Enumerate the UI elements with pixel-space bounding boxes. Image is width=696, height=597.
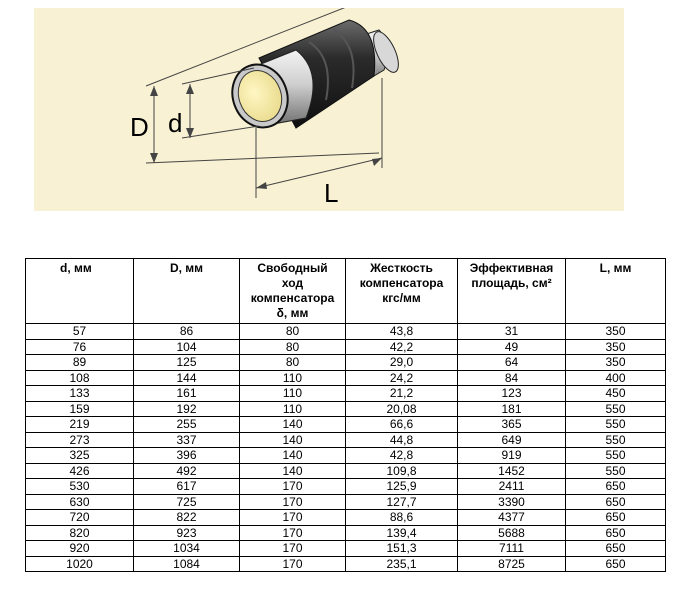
column-header-line: Свободный [257, 261, 328, 275]
table-row [26, 494, 666, 510]
table-cell: 337 [134, 432, 240, 448]
column-header-line: ход [281, 276, 304, 290]
table-cell: 1034 [134, 541, 240, 557]
table-cell: 42,8 [346, 448, 458, 464]
column-header-line: компенсатора [250, 291, 335, 305]
table-cell: 235,1 [346, 556, 458, 572]
table-cell: 919 [458, 448, 566, 464]
table-cell: 350 [566, 339, 666, 355]
table-cell: 133 [26, 386, 134, 402]
table-row [26, 541, 666, 557]
table-row [26, 448, 666, 464]
column-header [346, 259, 458, 324]
table-cell: 108 [26, 370, 134, 386]
table-cell: 426 [26, 463, 134, 479]
spec-table-body [26, 324, 666, 572]
table-cell: 1020 [26, 556, 134, 572]
table-cell: 923 [134, 525, 240, 541]
table-cell: 44,8 [346, 432, 458, 448]
table-cell: 181 [458, 401, 566, 417]
table-cell: 170 [240, 510, 346, 526]
table-cell: 80 [240, 339, 346, 355]
table-cell: 4377 [458, 510, 566, 526]
table-row [26, 339, 666, 355]
table-cell: 255 [134, 417, 240, 433]
table-cell: 151,3 [346, 541, 458, 557]
table-cell: 80 [240, 355, 346, 371]
diameter-inner-label: d [168, 108, 183, 138]
table-row [26, 355, 666, 371]
table-cell: 650 [566, 541, 666, 557]
table-cell: 21,2 [346, 386, 458, 402]
column-header-line: D, мм [169, 261, 204, 275]
column-header-line: кгс/мм [382, 291, 421, 305]
table-cell: 550 [566, 463, 666, 479]
table-cell: 43,8 [346, 324, 458, 340]
table-cell: 2411 [458, 479, 566, 495]
table-cell: 396 [134, 448, 240, 464]
table-row [26, 401, 666, 417]
table-cell: 530 [26, 479, 134, 495]
table-cell: 617 [134, 479, 240, 495]
table-cell: 170 [240, 479, 346, 495]
table-cell: 24,2 [346, 370, 458, 386]
table-cell: 365 [458, 417, 566, 433]
table-row [26, 370, 666, 386]
table-cell: 820 [26, 525, 134, 541]
table-cell: 450 [566, 386, 666, 402]
table-row [26, 479, 666, 495]
table-cell: 140 [240, 448, 346, 464]
table-cell: 650 [566, 556, 666, 572]
column-header-line: площадь, см² [471, 276, 552, 290]
table-cell: 64 [458, 355, 566, 371]
table-cell: 161 [134, 386, 240, 402]
table-cell: 725 [134, 494, 240, 510]
column-header [458, 259, 566, 324]
table-cell: 170 [240, 525, 346, 541]
table-cell: 31 [458, 324, 566, 340]
table-cell: 88,6 [346, 510, 458, 526]
table-row [26, 510, 666, 526]
column-header [134, 259, 240, 324]
table-cell: 110 [240, 401, 346, 417]
table-cell: 170 [240, 541, 346, 557]
table-cell: 630 [26, 494, 134, 510]
table-cell: 650 [566, 494, 666, 510]
table-cell: 80 [240, 324, 346, 340]
table-cell: 720 [26, 510, 134, 526]
table-cell: 127,7 [346, 494, 458, 510]
table-cell: 7111 [458, 541, 566, 557]
table-row [26, 386, 666, 402]
table-cell: 76 [26, 339, 134, 355]
table-cell: 219 [26, 417, 134, 433]
table-cell: 140 [240, 463, 346, 479]
table-cell: 550 [566, 417, 666, 433]
column-header-line: Жесткость [370, 261, 433, 275]
table-cell: 49 [458, 339, 566, 355]
table-cell: 1084 [134, 556, 240, 572]
table-cell: 192 [134, 401, 240, 417]
table-cell: 550 [566, 432, 666, 448]
table-row [26, 432, 666, 448]
table-row [26, 556, 666, 572]
table-cell: 86 [134, 324, 240, 340]
table-cell: 140 [240, 417, 346, 433]
table-cell: 89 [26, 355, 134, 371]
table-cell: 144 [134, 370, 240, 386]
compensator-diagram [34, 8, 624, 211]
spec-table-header [26, 259, 666, 324]
table-cell: 8725 [458, 556, 566, 572]
table-cell: 920 [26, 541, 134, 557]
length-label: L [324, 178, 339, 208]
table-cell: 139,4 [346, 525, 458, 541]
table-cell: 350 [566, 355, 666, 371]
table-cell: 650 [566, 479, 666, 495]
table-cell: 20,08 [346, 401, 458, 417]
table-cell: 125 [134, 355, 240, 371]
column-header-line: Эффективная [469, 261, 554, 275]
table-cell: 104 [134, 339, 240, 355]
table-row [26, 463, 666, 479]
column-header [240, 259, 346, 324]
table-cell: 822 [134, 510, 240, 526]
table-cell: 170 [240, 494, 346, 510]
table-cell: 110 [240, 370, 346, 386]
table-cell: 3390 [458, 494, 566, 510]
column-header-line: L, мм [599, 261, 632, 275]
column-header [566, 259, 666, 324]
table-cell: 140 [240, 432, 346, 448]
table-cell: 109,8 [346, 463, 458, 479]
table-cell: 649 [458, 432, 566, 448]
table-row [26, 525, 666, 541]
table-cell: 492 [134, 463, 240, 479]
column-header-line: компенсатора [359, 276, 444, 290]
column-header-line: δ, мм [276, 306, 309, 320]
column-header [26, 259, 134, 324]
column-header-line: d, мм [60, 261, 92, 275]
diameter-outer-label: D [130, 112, 149, 142]
table-cell: 650 [566, 525, 666, 541]
spec-table [25, 258, 666, 572]
table-cell: 42,2 [346, 339, 458, 355]
table-cell: 325 [26, 448, 134, 464]
table-cell: 1452 [458, 463, 566, 479]
table-cell: 66,6 [346, 417, 458, 433]
table-cell: 5688 [458, 525, 566, 541]
table-cell: 170 [240, 556, 346, 572]
table-cell: 123 [458, 386, 566, 402]
table-cell: 29,0 [346, 355, 458, 371]
table-cell: 110 [240, 386, 346, 402]
table-cell: 273 [26, 432, 134, 448]
table-cell: 84 [458, 370, 566, 386]
table-row [26, 324, 666, 340]
table-cell: 159 [26, 401, 134, 417]
table-row [26, 417, 666, 433]
table-cell: 550 [566, 448, 666, 464]
table-cell: 650 [566, 510, 666, 526]
table-cell: 400 [566, 370, 666, 386]
table-cell: 550 [566, 401, 666, 417]
table-cell: 350 [566, 324, 666, 340]
table-cell: 57 [26, 324, 134, 340]
table-cell: 125,9 [346, 479, 458, 495]
